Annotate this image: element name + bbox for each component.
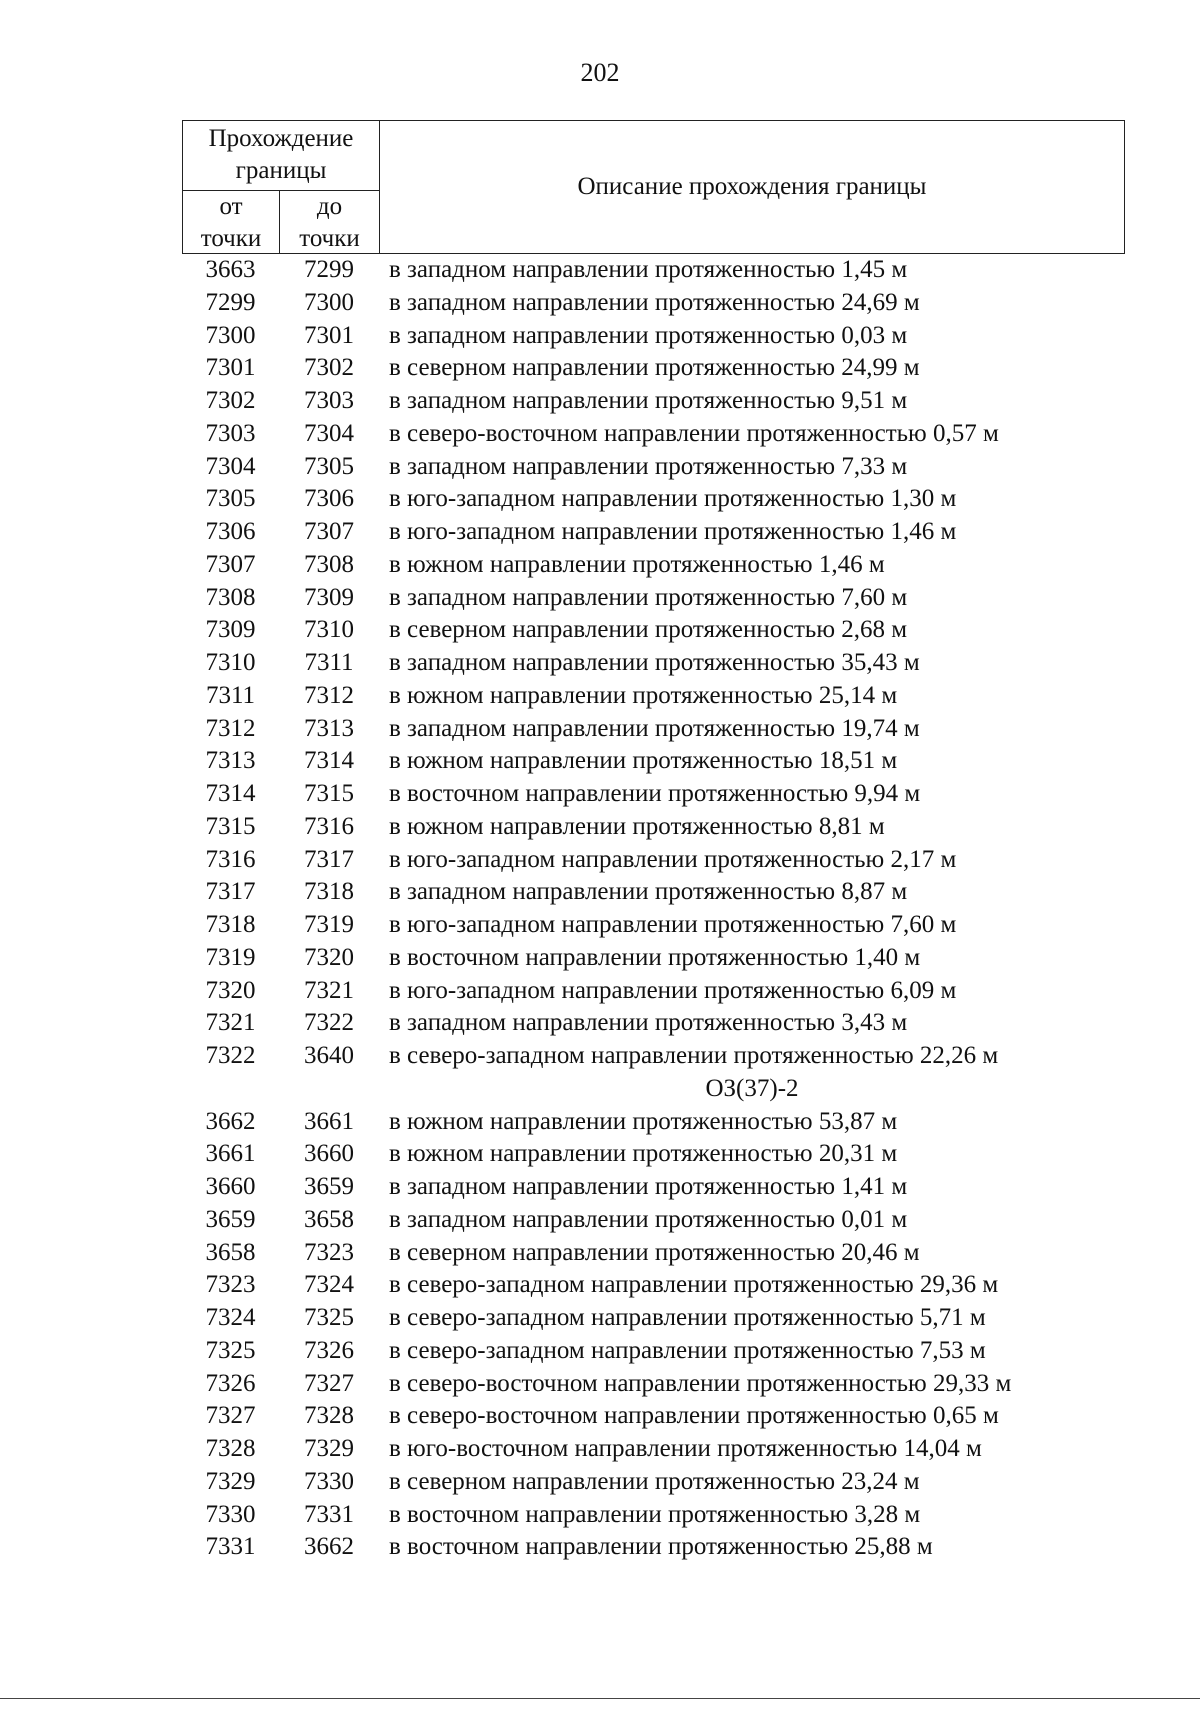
cell-description: в восточном направлении протяженностью 9,94 м xyxy=(389,780,921,807)
header-from-point xyxy=(183,191,280,254)
cell-description: в западном направлении протяженностью 7,33 м xyxy=(389,452,908,480)
table-row xyxy=(182,1171,1125,1204)
cell-description: в западном направлении протяженностью 19,74 м xyxy=(389,714,920,742)
cell-from-point: 7302 xyxy=(205,387,256,414)
cell-to-point: 7323 xyxy=(304,1238,354,1266)
cell-from-point: 3659 xyxy=(205,1205,256,1233)
cell-from-point: 7301 xyxy=(205,354,256,382)
table-row xyxy=(182,352,1125,385)
cell-from-point: 7308 xyxy=(205,583,256,611)
cell-from-point: 7313 xyxy=(205,747,256,775)
cell-from-point: 7316 xyxy=(205,845,256,873)
cell-to-point: 7310 xyxy=(304,616,354,644)
cell-description: в северо-западном направлении протяженностью 7,53 м xyxy=(389,1336,986,1364)
cell-to-point: 7316 xyxy=(304,812,354,840)
table-row xyxy=(182,778,1125,811)
cell-to-point: 7319 xyxy=(304,911,354,938)
cell-to-point: 7328 xyxy=(304,1402,354,1430)
cell-to-point: 7317 xyxy=(304,845,354,873)
table-row xyxy=(182,975,1125,1008)
cell-description: в юго-западном направлении протяженностью 1,46 м xyxy=(389,518,957,545)
table-row xyxy=(182,418,1125,451)
table-row xyxy=(182,844,1125,877)
cell-description: в южном направлении протяженностью 53,87 м xyxy=(389,1107,898,1135)
cell-description: в юго-западном направлении протяженностью 2,17 м xyxy=(389,845,957,873)
table-row xyxy=(182,647,1125,680)
cell-from-point: 7319 xyxy=(205,943,256,971)
cell-description: в юго-западном направлении протяженностью 6,09 м xyxy=(389,976,957,1004)
table-row xyxy=(182,1040,1125,1073)
cell-from-point: 7324 xyxy=(205,1304,256,1331)
cell-description: в восточном направлении протяженностью 3,28 м xyxy=(389,1500,921,1528)
cell-to-point: 7300 xyxy=(304,288,354,316)
cell-description: в северном направлении протяженностью 23,24 м xyxy=(389,1467,920,1495)
cell-description: в западном направлении протяженностью 0,03 м xyxy=(389,321,908,349)
cell-from-point: 3661 xyxy=(205,1140,256,1168)
cell-description: в западном направлении протяженностью 7,60 м xyxy=(389,583,908,611)
cell-from-point: 7330 xyxy=(205,1500,256,1528)
cell-from-point: 7326 xyxy=(205,1369,256,1397)
cell-from-point: 7317 xyxy=(205,878,256,906)
table-row xyxy=(182,483,1125,516)
cell-description: в восточном направлении протяженностью 1,40 м xyxy=(389,943,921,971)
table-row xyxy=(182,909,1125,942)
header-from-line2: точки xyxy=(200,225,262,252)
table-row xyxy=(182,1204,1125,1237)
header-to-point xyxy=(280,191,380,254)
cell-description: в западном направлении протяженностью 1,45 м xyxy=(389,256,908,283)
header-to-line2: точки xyxy=(299,225,360,252)
cell-description: в северном направлении протяженностью 24,99 м xyxy=(389,354,920,382)
header-from-line1: от xyxy=(219,193,243,220)
cell-to-point: 7329 xyxy=(304,1435,354,1462)
table-row xyxy=(182,516,1125,549)
table-row xyxy=(182,680,1125,713)
cell-from-point: 7305 xyxy=(205,485,256,513)
cell-from-point: 3663 xyxy=(205,256,256,283)
table-row xyxy=(182,942,1125,975)
cell-to-point: 7301 xyxy=(304,321,354,349)
cell-from-point: 7299 xyxy=(205,288,256,316)
table-row xyxy=(182,549,1125,582)
cell-description: в северо-западном направлении протяженностью 5,71 м xyxy=(389,1304,986,1331)
cell-description: в западном направлении протяженностью 8,87 м xyxy=(389,878,908,906)
table-row xyxy=(182,1499,1125,1532)
cell-to-point: 7314 xyxy=(304,747,354,775)
cell-description: в западном направлении протяженностью 9,51 м xyxy=(389,387,908,414)
cell-description: в южном направлении протяженностью 8,81 м xyxy=(389,812,885,840)
table-row xyxy=(182,287,1125,320)
table-row xyxy=(182,713,1125,746)
cell-from-point: 7320 xyxy=(205,976,256,1004)
cell-from-point: 7311 xyxy=(205,681,256,709)
table-row xyxy=(182,811,1125,844)
cell-to-point: 7312 xyxy=(304,681,354,709)
cell-from-point: 7307 xyxy=(205,550,256,578)
table-row xyxy=(182,1237,1125,1270)
table-row xyxy=(182,1138,1125,1171)
cell-to-point: 7313 xyxy=(304,714,354,742)
cell-to-point: 7304 xyxy=(304,419,354,447)
table-header xyxy=(182,120,1125,254)
table-row xyxy=(182,745,1125,778)
cell-description: в северо-западном направлении протяженностью 22,26 м xyxy=(389,1042,999,1069)
cell-description: в юго-западном направлении протяженностью 1,30 м xyxy=(389,485,957,513)
header-description: Описание прохождения границы xyxy=(577,173,927,200)
table-row xyxy=(182,320,1125,353)
section-title: ОЗ(37)-2 xyxy=(705,1074,799,1102)
cell-from-point: 7303 xyxy=(205,419,256,447)
cell-from-point: 7315 xyxy=(205,812,256,840)
cell-description: в северо-восточном направлении протяженностью 29,33 м xyxy=(389,1369,1012,1397)
cell-to-point: 7331 xyxy=(304,1500,354,1528)
cell-description: в южном направлении протяженностью 25,14 м xyxy=(389,681,898,709)
cell-from-point: 7304 xyxy=(205,452,256,480)
cell-description: в западном направлении протяженностью 35,43 м xyxy=(389,649,920,676)
cell-to-point: 7308 xyxy=(304,550,354,578)
cell-description: в юго-восточном направлении протяженностью 14,04 м xyxy=(389,1435,982,1462)
cell-description: в северном направлении протяженностью 2,68 м xyxy=(389,616,908,644)
cell-to-point: 7324 xyxy=(304,1271,354,1299)
table-row xyxy=(182,1106,1125,1139)
cell-from-point: 7310 xyxy=(205,649,256,676)
cell-from-point: 7318 xyxy=(205,911,256,938)
cell-to-point: 7322 xyxy=(304,1009,354,1037)
cell-description: в южном направлении протяженностью 20,31 м xyxy=(389,1140,898,1168)
table-row xyxy=(182,582,1125,615)
cell-to-point: 7303 xyxy=(304,387,354,414)
cell-to-point: 3661 xyxy=(304,1107,354,1135)
header-boundary-passage xyxy=(183,121,380,191)
cell-description: в южном направлении протяженностью 1,46 м xyxy=(389,550,885,578)
cell-from-point: 7323 xyxy=(205,1271,256,1299)
cell-description: в северо-восточном направлении протяженностью 0,57 м xyxy=(389,419,999,447)
cell-description: в западном направлении протяженностью 24,69 м xyxy=(389,288,920,316)
cell-to-point: 7330 xyxy=(304,1467,354,1495)
cell-from-point: 7300 xyxy=(205,321,256,349)
cell-description: в южном направлении протяженностью 18,51 м xyxy=(389,747,898,775)
cell-description: в северо-западном направлении протяженностью 29,36 м xyxy=(389,1271,999,1299)
cell-to-point: 7307 xyxy=(304,518,354,545)
table-row xyxy=(182,1335,1125,1368)
cell-to-point: 7315 xyxy=(304,780,354,807)
cell-to-point: 7321 xyxy=(304,976,354,1004)
cell-to-point: 3662 xyxy=(304,1533,354,1561)
cell-to-point: 7299 xyxy=(304,256,354,283)
table-row xyxy=(182,451,1125,484)
table-row xyxy=(182,1400,1125,1433)
cell-description: в северном направлении протяженностью 20,46 м xyxy=(389,1238,920,1266)
cell-from-point: 7321 xyxy=(205,1009,256,1037)
cell-from-point: 7309 xyxy=(205,616,256,644)
cell-from-point: 7314 xyxy=(205,780,256,807)
cell-from-point: 7331 xyxy=(205,1533,256,1561)
table-row xyxy=(182,254,1125,287)
table-row xyxy=(182,1433,1125,1466)
header-group-line1: Прохождение xyxy=(208,125,354,152)
cell-to-point: 3659 xyxy=(304,1173,354,1200)
cell-from-point: 7329 xyxy=(205,1467,256,1495)
cell-to-point: 3658 xyxy=(304,1205,354,1233)
cell-to-point: 7327 xyxy=(304,1369,354,1397)
cell-to-point: 3640 xyxy=(304,1042,354,1069)
cell-from-point: 7327 xyxy=(205,1402,256,1430)
table-row xyxy=(182,385,1125,418)
cell-from-point: 7312 xyxy=(205,714,256,742)
table-row xyxy=(182,1531,1125,1564)
cell-to-point: 7306 xyxy=(304,485,354,513)
cell-description: в северо-восточном направлении протяженностью 0,65 м xyxy=(389,1402,999,1430)
cell-description: в западном направлении протяженностью 3,43 м xyxy=(389,1009,908,1037)
cell-from-point: 7325 xyxy=(205,1336,256,1364)
page-number: 202 xyxy=(580,58,620,87)
cell-from-point: 7328 xyxy=(205,1435,256,1462)
cell-to-point: 7309 xyxy=(304,583,354,611)
cell-description: в восточном направлении протяженностью 25,88 м xyxy=(389,1533,933,1561)
cell-description: в западном направлении протяженностью 1,41 м xyxy=(389,1173,908,1200)
cell-description: в западном направлении протяженностью 0,01 м xyxy=(389,1205,908,1233)
cell-from-point: 3658 xyxy=(205,1238,256,1266)
header-to-line1: до xyxy=(316,193,343,220)
table-row xyxy=(182,876,1125,909)
cell-from-point: 3662 xyxy=(205,1107,256,1135)
cell-to-point: 7320 xyxy=(304,943,354,971)
header-group-line2: границы xyxy=(235,157,327,184)
table-row xyxy=(182,1368,1125,1401)
table-row xyxy=(182,1007,1125,1040)
table-row xyxy=(182,1466,1125,1499)
cell-from-point: 3660 xyxy=(205,1173,256,1200)
cell-to-point: 7326 xyxy=(304,1336,354,1364)
cell-to-point: 7311 xyxy=(304,649,354,676)
table-row xyxy=(182,1269,1125,1302)
cell-from-point: 7306 xyxy=(205,518,256,545)
cell-to-point: 7305 xyxy=(304,452,354,480)
cell-description: в юго-западном направлении протяженностью 7,60 м xyxy=(389,911,957,938)
cell-from-point: 7322 xyxy=(205,1042,256,1069)
page-bottom-line xyxy=(0,1698,1200,1699)
cell-to-point: 7325 xyxy=(304,1304,354,1331)
table-row xyxy=(182,614,1125,647)
cell-to-point: 7318 xyxy=(304,878,354,906)
cell-to-point: 3660 xyxy=(304,1140,354,1168)
cell-to-point: 7302 xyxy=(304,354,354,382)
table-row xyxy=(182,1302,1125,1335)
table-body xyxy=(182,254,1125,1564)
